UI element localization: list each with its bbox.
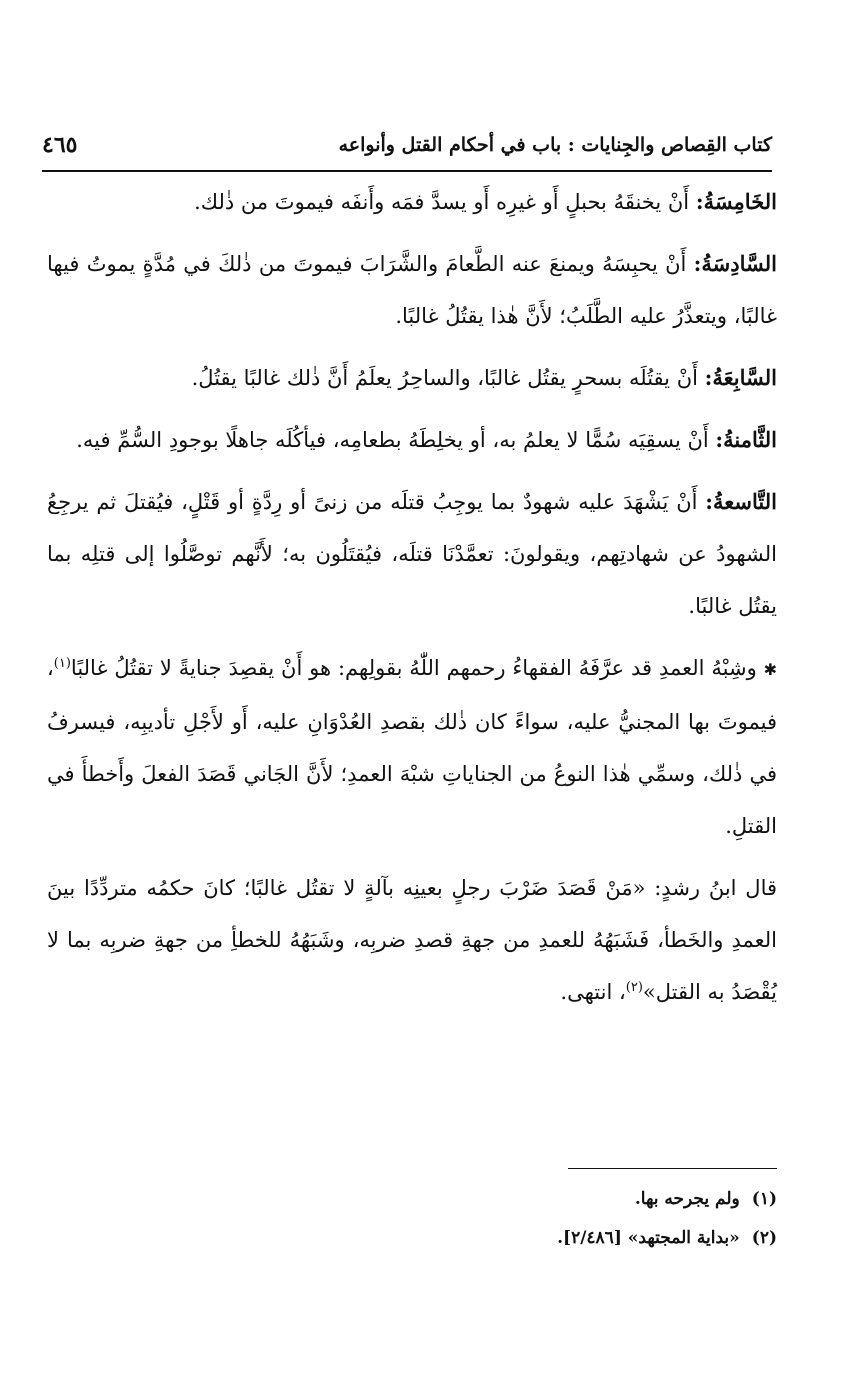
paragraph-text: أَنْ يقتُلَه بسحرٍ يقتُل غالبًا، والساحِرُ يعلَمُ أَنَّ ذٰلك غالبًا يقتُلُ. <box>191 366 705 390</box>
paragraph-lead: التَّاسعةُ: <box>705 489 777 514</box>
footnotes <box>47 1180 777 1258</box>
paragraph-text: ، فيموتَ بها المجنيُّ عليه، سواءً كان ذٰلك بقصدِ العُدْوَانِ عليه، أَو لأَجْلِ تأديبِه، فيسرفُ في ذٰلك، وسمِّي هٰذا النوعُ من الجناياتِ شبْهَ العمدِ؛ لأَنَّ الجَاني قَصَدَ الفعلَ وأَخطأَ في القتلِ. <box>47 656 777 838</box>
paragraph-ninth <box>47 476 777 632</box>
paragraph-text: قال ابنُ رشدٍ: «مَنْ قَصَدَ ضَرْبَ رجلٍ بعينِه بآلةٍ لا تقتُل غالبًا؛ كانَ حكمُه متردِّدًا بينَ العمدِ والخَطأ، فَشَبَهُهُ للعمدِ من جهةِ قصدِ ضربِه، وشَبَهُهُ للخطأِ من جهةِ ضربِه بما لا يُقْصَدُ به القتل» <box>47 876 777 1004</box>
footnote-rule <box>568 1168 777 1169</box>
paragraph-text: وشِبْهُ العمدِ قد عرَّفَهُ الفقهاءُ رحمهم اللّٰهُ بقولِهم: هو أَنْ يقصِدَ جنايةً لا تقتُلُ غالبًا <box>70 656 764 680</box>
footnote-ref-2[interactable]: (٢) <box>625 980 643 995</box>
paragraph-lead: الثَّامنةُ: <box>715 427 777 452</box>
paragraph-lead: السَّادِسَةُ: <box>693 251 777 276</box>
footnote-number: (١) <box>751 1189 777 1209</box>
paragraph-lead: الخَامِسَةُ: <box>695 189 777 214</box>
footnote-text: ولم يجرحه بها. <box>634 1189 740 1209</box>
star-marker: ✱ <box>763 660 777 679</box>
paragraph-text: ، انتهى. <box>560 980 626 1004</box>
footnote-text: «بداية المجتهد» [٢/٤٨٦]. <box>557 1228 740 1248</box>
footnote-1 <box>47 1180 777 1219</box>
paragraph-sixth <box>47 238 777 342</box>
paragraph-text: أَنْ يحبِسَهُ ويمنعَ عنه الطَّعامَ والشَّرَابَ فيموتَ من ذٰلكَ في مُدَّةٍ يموتُ فيها غالبًا، ويتعذَّرُ عليه الطَّلَبُ؛ لأَنَّ هٰذا يقتُلُ غالبًا. <box>47 252 777 328</box>
footnote-2 <box>47 1219 777 1258</box>
paragraph-text: أَنْ يَشْهَدَ عليه شهودٌ بما يوجِبُ قتلَه من زنىً أو رِدَّةٍ أو قَتْلٍ، فيُقتلَ ثم يرجِعُ الشهودُ عن شهادتِهم، ويقولونَ: تعمَّدْنَا قتلَه، فيُقتَلُون به؛ لأَنَّهم توصَّلُوا إلى قتلِه بما يقتُل غالبًا. <box>47 490 777 618</box>
paragraph-text: أَنْ يخنقَهُ بحبلٍ أَو غيرِه أَو يسدَّ فمَه وأَنفَه فيموتَ من ذٰلك. <box>194 190 696 214</box>
footnote-number: (٢) <box>751 1228 777 1248</box>
paragraph-text: أَنْ يسقِيَه سُمًّا لا يعلمُ به، أو يخلِطَهُ بطعامِه، فيأكُلَه جاهلًا بوجودِ السُّمِّ فيه. <box>76 428 716 452</box>
paragraph-seventh <box>47 352 777 404</box>
paragraph-ibn-rushd-quote <box>47 862 777 1018</box>
paragraph-fifth <box>47 176 777 228</box>
header-rule <box>42 170 772 172</box>
page-number: ٤٦٥ <box>42 132 78 158</box>
footnote-ref-1[interactable]: (١) <box>53 656 71 671</box>
running-title: كتاب القِصاص والجِنايات : باب في أحكام القتل وأنواعه <box>338 134 772 156</box>
paragraph-lead: السَّابِعَةُ: <box>704 365 777 390</box>
paragraph-shibh-al-amd <box>47 642 777 852</box>
page-header <box>42 126 772 166</box>
paragraph-eighth <box>47 414 777 466</box>
main-text <box>47 176 777 1028</box>
